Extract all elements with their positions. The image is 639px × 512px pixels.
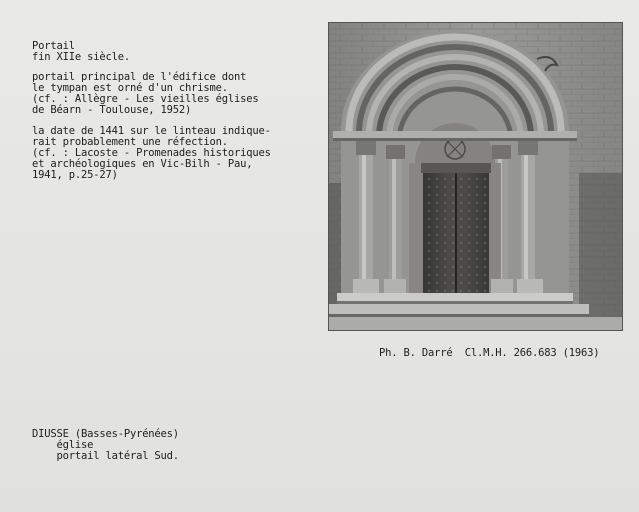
location-place: DIUSSE (Basses-Pyrénées) (32, 428, 179, 440)
description-line: le tympan est orné d'un chrisme. (32, 82, 228, 94)
location-detail: portail latéral Sud. (32, 450, 179, 462)
description-line: (cf. : Allègre - Les vieilles églises (32, 93, 259, 105)
date-line: fin XIIe siècle. (32, 51, 130, 63)
note-line: la date de 1441 sur le linteau indique- (32, 125, 271, 137)
note-line: (cf. : Lacoste - Promenades historiques (32, 147, 271, 159)
title-line: Portail (32, 40, 75, 52)
note-line: rait probablement une réfection. (32, 136, 228, 148)
portal-photograph (328, 22, 623, 331)
note-line: et archéologiques en Vic-Bilh - Pau, (32, 158, 253, 170)
note-line: 1941, p.25-27) (32, 169, 118, 181)
description-line: de Béarn - Toulouse, 1952) (32, 104, 192, 116)
photo-credit: Ph. B. Darré Cl.M.H. 266.683 (1963) (379, 347, 600, 359)
description-line: portail principal de l'édifice dont (32, 71, 247, 83)
location-building: église (32, 439, 94, 451)
